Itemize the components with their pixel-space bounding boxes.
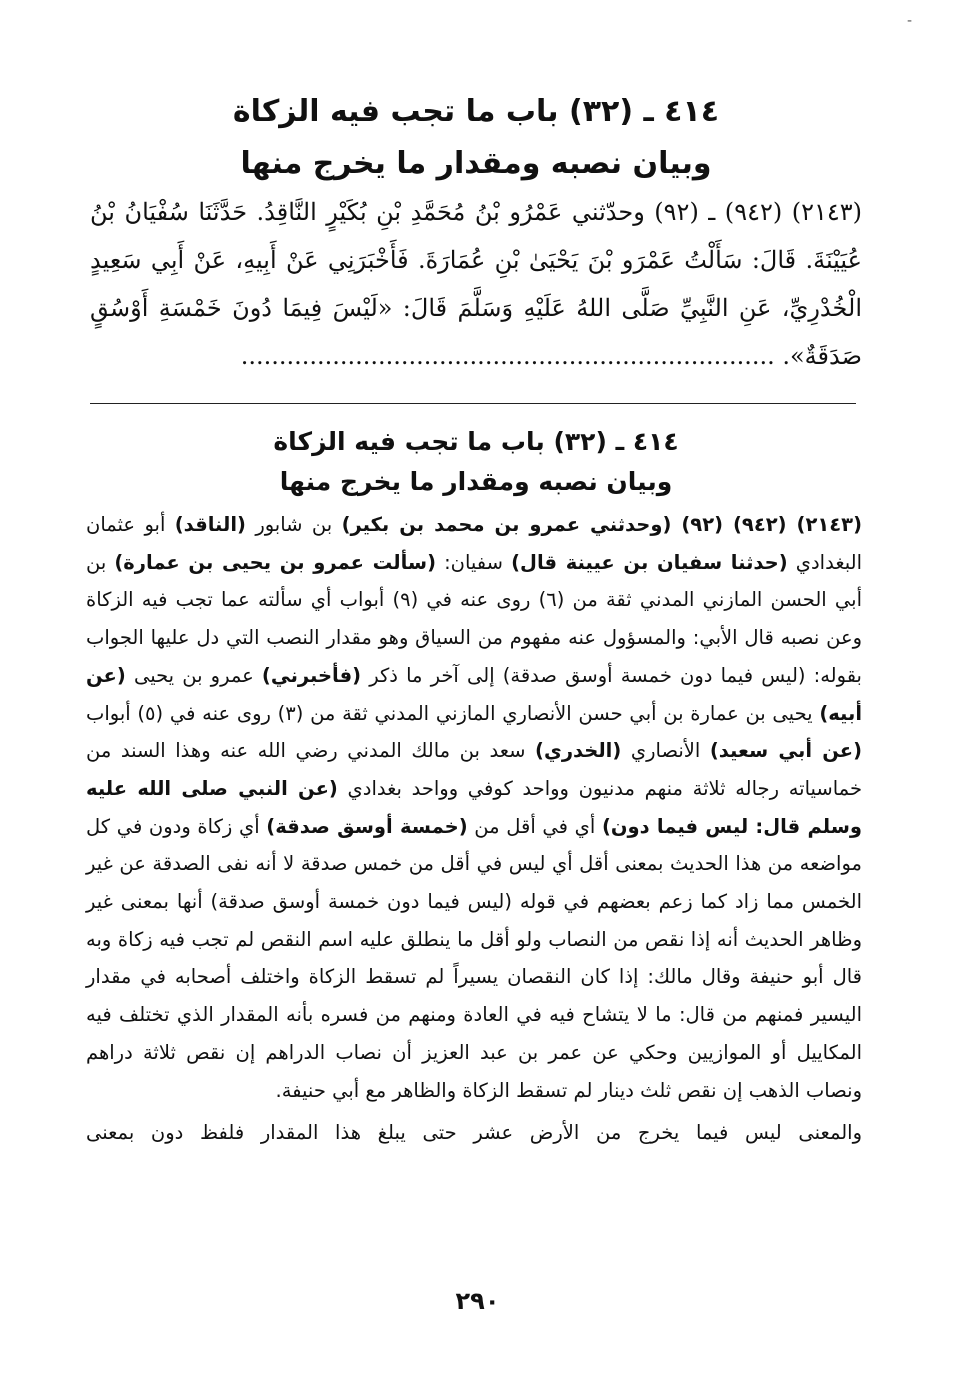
section-divider [90, 403, 856, 404]
commentary-quote-segment: (٢١٤٣) (٩٤٢) (٩٢) [671, 513, 862, 536]
corner-mark: - [906, 13, 912, 29]
commentary-segment: يحيى بن عمارة بن أبي حسن الأنصاري المازني المدني ثقة من (٣) روى عنه في (٥) أبواب [86, 701, 820, 725]
commentary-paragraph-2: والمعنى ليس فيما يخرج من الأرض عشر حتى يبلغ هذا المقدار فلفظ دون بمعنى [86, 1121, 862, 1145]
chapter-title-lower [90, 422, 862, 502]
commentary-segment: الأنصاري [621, 739, 710, 763]
commentary-segment: بن شابور [245, 513, 342, 536]
commentary-segment: عمرو بن يحيى [125, 663, 262, 687]
commentary-quote-segment: (وحدثني عمرو بن محمد بن بكير) [341, 513, 672, 536]
commentary-quote-segment: (عن أبي سعيد) [709, 739, 862, 763]
commentary-quote-segment: (سألت عمرو بن يحيى بن عمارة) [114, 550, 436, 574]
commentary-segment: أبو عثمان البغدادي [86, 513, 862, 574]
commentary-quote-segment: (عن النبي صلى الله عليه وسلم قال: ليس فيما دون) [86, 776, 862, 838]
commentary-quote-segment: (حدثنا سفيان بن عيينة قال) [511, 550, 788, 574]
commentary-quote-segment: (فأخبرني) [261, 663, 362, 687]
commentary-segment: بن أبي الحسن المازني المدني ثقة من (٦) روى عنه في (٩) أبواب أي سألته عما تجب فيه الزكاة وعن نصبه قال الأبي: والمسؤول عنه مفهوم من السياق وهو مقدار النصب التي دل عليها الجواب بقوله: (ليس فيما دون خمسة أوسق صدقة) إلى آخر ما ذكر [86, 550, 862, 687]
commentary-quote-segment: (الناقد) [174, 513, 246, 536]
commentary-quote-segment: (خمسة أوسق صدقة) [266, 814, 468, 838]
chapter-title-upper [90, 86, 862, 190]
hadith-text [90, 188, 862, 380]
commentary-quote-segment: (عن أبيه) [86, 663, 863, 725]
commentary-title-line-1: ٤١٤ ـ (٣٢) باب ما تجب فيه الزكاة [273, 427, 679, 456]
page-number: ٢٩٠ [455, 1287, 500, 1315]
commentary-segment: أي في أقل من [467, 814, 602, 838]
chapter-title-line-2: وبيان نصبه ومقدار ما يخرج منها [240, 146, 712, 181]
chapter-title-line-1: ٤١٤ ـ (٣٢) باب ما تجب فيه الزكاة [232, 94, 720, 129]
dotted-leader: ...................................................................... [240, 342, 775, 370]
commentary-text [86, 506, 862, 1152]
commentary-title-line-2: وبيان نصبه ومقدار ما يخرج منها [279, 467, 673, 496]
commentary-segment: سعد بن مالك المدني رضي الله عنه وهذا السند من خماسياته رجاله ثلاثة منهم مدنيون وواحد كوفي وواحد بغدادي [86, 739, 863, 800]
commentary-segment: أي زكاة ودون في كل مواضعه من هذا الحديث بمعنى أقل أي ليس في أقل من خمس صدقة لا أنه نفى الصدقة عن غير الخمس مما زاد كما زعم بعضهم في قوله (ليس فيما دون خمسة أوسق صدقة) أنها بمعنى غير وظاهر الحديث أنه إذا نقص من النصاب ولو أقل ما ينطلق عليه اسم النقص لم تجب فيه زكاة وبه قال أبو حنيفة وقال مالك: إذا كان النقصان يسيراً لم تسقط الزكاة واختلف أصحابه في مقدار اليسير فمنهم من قال: ما لا يتشاح فيه في العادة ومنهم من فسره بأنه المقدار الذي تختلف فيه المكاييل أو الموازيين وحكي عن عمر بن عبد العزيز أن نصاب الدراهم إن نقص ثلاثة دراهم ونصاب الذهب إن نقص ثلث دينار لم تسقط الزكاة والظاهر مع أبي حنيفة. [86, 814, 862, 1102]
commentary-segment: سفيان: [436, 550, 512, 574]
commentary-paragraph-1 [86, 506, 862, 1109]
hadith-body: (٢١٤٣) (٩٤٢) ـ (٩٢) وحدّثني عَمْرُو بْنُ مُحَمَّدِ بْنِ بُكَيْرٍ النَّاقِدُ. حَدَّثَنَا سُفْيَانُ بْنُ عُيَيْنَةَ. قَالَ: سَأَلْتُ عَمْرَو بْنَ يَحْيَىٰ بْنِ عُمَارَةَ. فَأَخْبَرَنِي عَنْ أَبِيهِ، عَنْ أَبِي سَعِيدٍ الْخُدْرِيِّ، عَنِ النَّبِيِّ صَلَّى اللهُ عَلَيْهِ وَسَلَّمَ قَالَ: «لَيْسَ فِيمَا دُونَ خَمْسَةِ أَوْسُقٍ صَدَقَةٌ». [90, 198, 863, 370]
commentary-quote-segment: (الخدري) [535, 739, 622, 763]
